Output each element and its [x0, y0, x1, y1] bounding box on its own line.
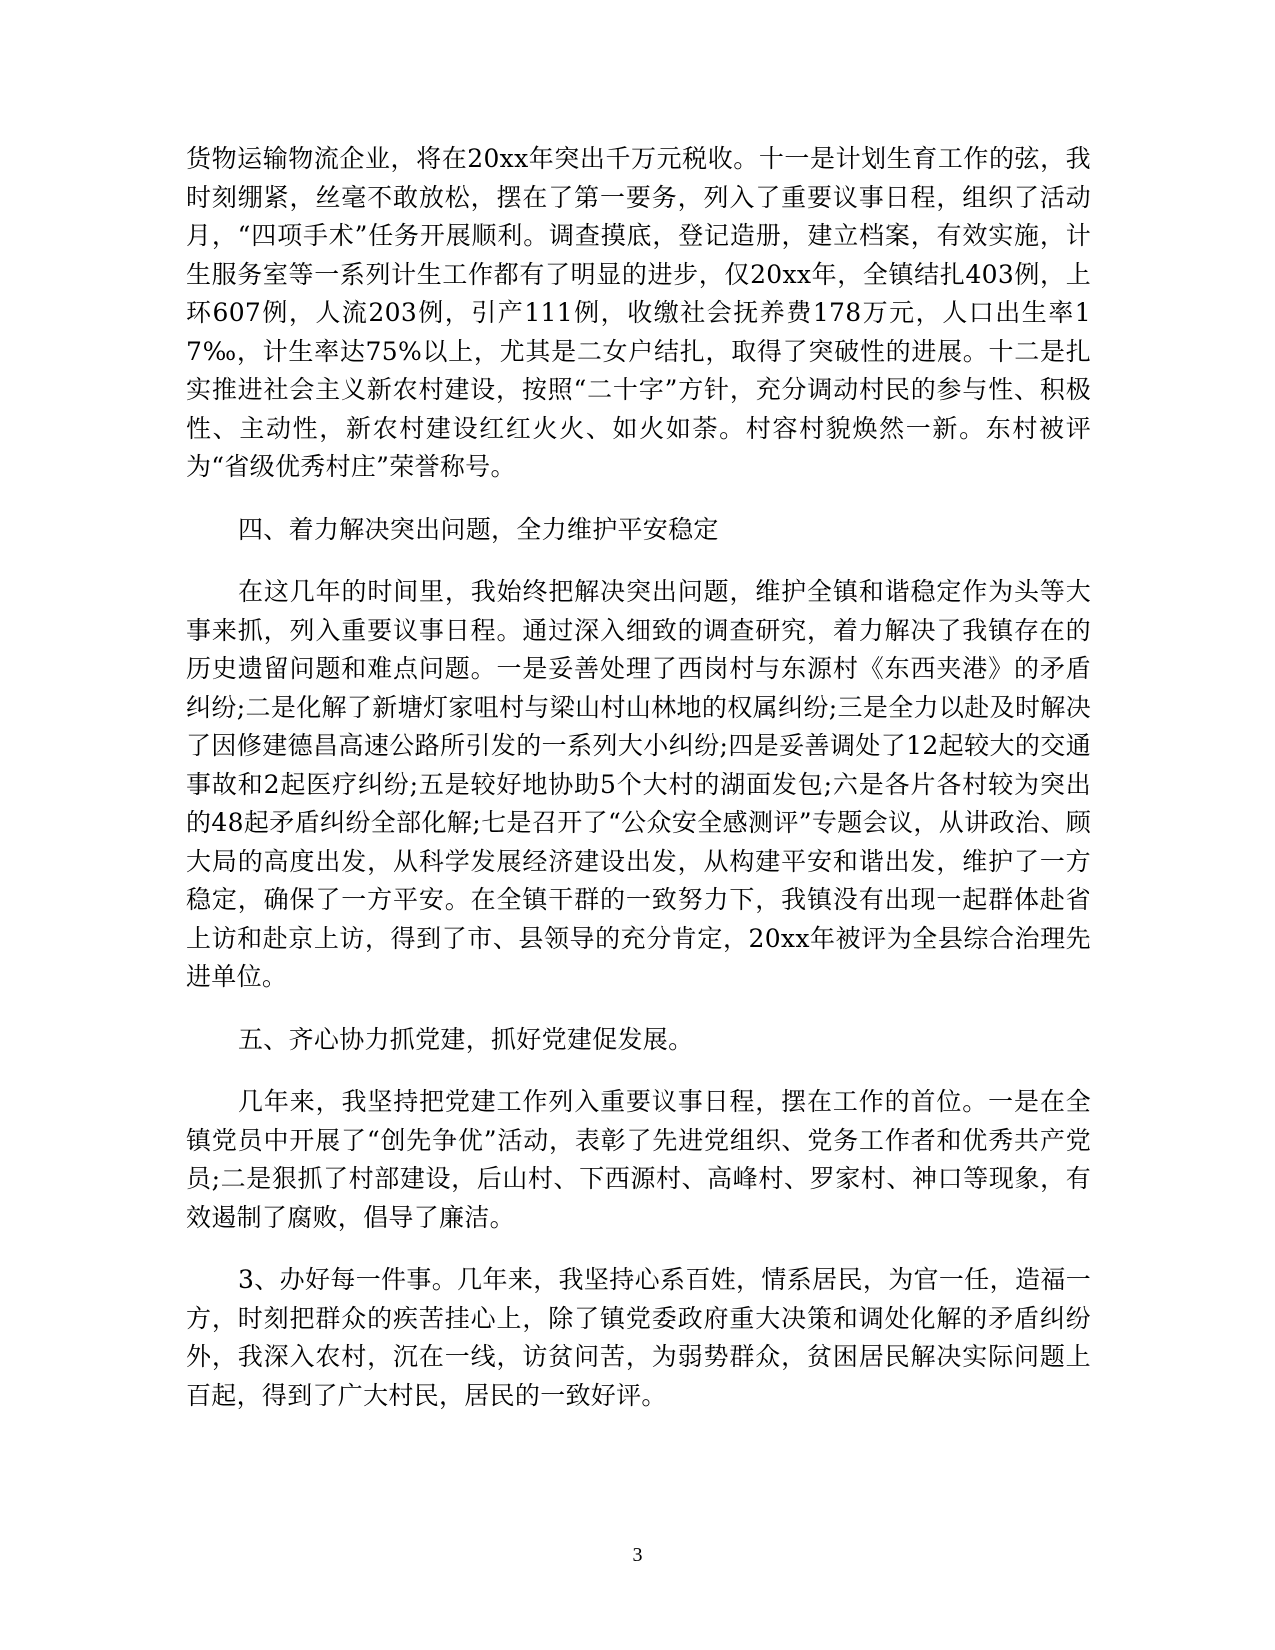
page-number: 3	[632, 1544, 643, 1566]
paragraph-party-building: 几年来，我坚持把党建工作列入重要议事日程，摆在工作的首位。一是在全镇党员中开展了“创先争优”活动，表彰了先进党组织、党务工作者和优秀共产党员;二是狠抓了村部建设，后山村、下西源村、高峰村、罗家村、神口等现象，有效遏制了腐败，倡导了廉洁。	[186, 1087, 1091, 1232]
paragraph-stability: 在这几年的时间里，我始终把解决突出问题，维护全镇和谐稳定作为头等大事来抓，列入重要议事日程。通过深入细致的调查研究，着力解决了我镇存在的历史遗留问题和难点问题。一是妥善处理了西岗村与东源村《东西夹港》的矛盾纠纷;二是化解了新塘灯家咀村与梁山村山林地的权属纠纷;三是全力以赴及时解决了因修建德昌高速公路所引发的一系列大小纠纷;四是妥善调处了12起较大的交通事故和2起医疗纠纷;五是较好地协助5个大村的湖面发包;六是各片各村较为突出的48起矛盾纠纷全部化解;七是召开了“公众安全感测评”专题会议，从讲政治、顾大局的高度出发，从科学发展经济建设出发，从构建平安和谐出发，维护了一方稳定，确保了一方平安。在全镇干群的一致努力下，我镇没有出现一起群体赴省上访和赴京上访，得到了市、县领导的充分肯定，20xx年被评为全县综合治理先进单位。	[186, 577, 1091, 991]
section-heading-stability: 四、着力解决突出问题，全力维护平安稳定	[238, 514, 719, 544]
document-body	[186, 140, 1091, 1415]
paragraph-family-planning: 货物运输物流企业，将在20xx年突出千万元税收。十一是计划生育工作的弦，我时刻绷紧，丝毫不敢放松，摆在了第一要务，列入了重要议事日程，组织了活动月，“四项手术”任务开展顺利。调查摸底，登记造册，建立档案，有效实施，计生服务室等一系列计生工作都有了明显的进步，仅20xx年，全镇结扎403例，上环607例，人流203例，引产111例，收缴社会抚养费178万元，人口出生率17‰，计生率达75%以上，尤其是二女户结扎，取得了突破性的进展。十二是扎实推进社会主义新农村建设，按照“二十字”方针，充分调动村民的参与性、积极性、主动性，新农村建设红红火火、如火如荼。村容村貌焕然一新。东村被评为“省级优秀村庄”荣誉称号。	[186, 144, 1091, 481]
paragraph-serve-people: 3、办好每一件事。几年来，我坚持心系百姓，情系居民，为官一任，造福一方，时刻把群众的疾苦挂心上，除了镇党委政府重大决策和调处化解的矛盾纠纷外，我深入农村，沉在一线，访贫问苦，为弱势群众，贫困居民解决实际问题上百起，得到了广大村民，居民的一致好评。	[186, 1265, 1091, 1410]
section-heading-party-building: 五、齐心协力抓党建，抓好党建促发展。	[238, 1024, 694, 1054]
